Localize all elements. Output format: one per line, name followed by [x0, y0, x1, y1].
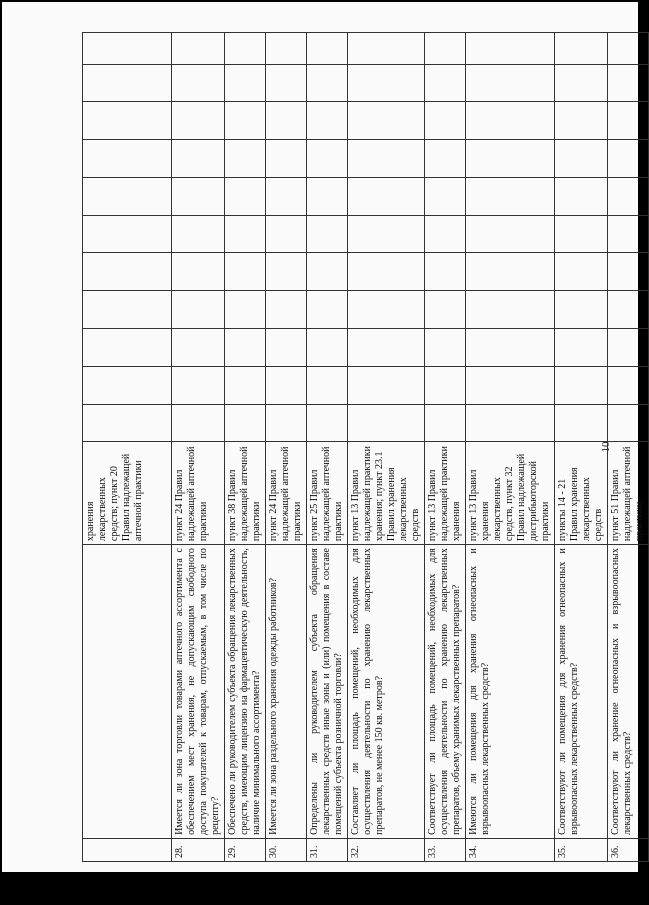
reference-cell: хранения лекарственных средств; пункт 20 Правил надлежащей аптечной практики — [83, 442, 172, 545]
answer-cell — [425, 102, 466, 140]
question-cell: Соответствуют ли помещения для хранения огнеопасных и взрывоопасных лекарственных средств? — [555, 545, 608, 839]
question-cell: Обеспечено ли руководителем субъекта обращения лекарственных средств, имеющим лицензию на фармацевтическую деятельность, наличие минимального ассортимента? — [225, 545, 266, 839]
answer-cell — [225, 291, 266, 329]
answer-cell — [83, 140, 172, 178]
answer-cell — [425, 328, 466, 366]
question-cell: Имеются ли помещения для хранения огнеопасных и взрывоопасных лекарственных средств? — [466, 545, 555, 839]
answer-cell — [608, 177, 649, 215]
answer-cell — [83, 215, 172, 253]
answer-cell — [466, 328, 555, 366]
answer-cell — [348, 33, 425, 65]
answer-cell — [608, 366, 649, 404]
answer-cell — [466, 177, 555, 215]
table-row — [172, 33, 225, 862]
answer-cell — [307, 140, 348, 178]
answer-cell — [466, 64, 555, 102]
row-number: 34. — [466, 838, 555, 861]
table-row — [307, 33, 348, 862]
row-number: 30. — [266, 838, 307, 861]
answer-cell — [608, 215, 649, 253]
answer-cell — [425, 64, 466, 102]
table-row — [425, 33, 466, 862]
answer-cell — [348, 253, 425, 291]
table-row — [348, 33, 425, 862]
document-page — [2, 2, 645, 872]
answer-cell — [307, 177, 348, 215]
answer-cell — [466, 140, 555, 178]
reference-cell: пункт 24 Правил надлежащей аптечной практики — [266, 442, 307, 545]
answer-cell — [466, 404, 555, 442]
row-number: 29. — [225, 838, 266, 861]
answer-cell — [307, 366, 348, 404]
answer-cell — [266, 366, 307, 404]
answer-cell — [555, 328, 608, 366]
answer-cell — [266, 404, 307, 442]
answer-cell — [307, 291, 348, 329]
answer-cell — [425, 33, 466, 65]
question-cell: Имеется ли зона торговли товарами аптечного ассортимента с обеспечением мест хранения, не допускающим свободного доступа покупателей к товарам, отпускаемым, в том числе по рецепту? — [172, 545, 225, 839]
reference-cell: пункты 14 - 21 Правил хранения лекарственных средств — [555, 442, 608, 545]
answer-cell — [425, 177, 466, 215]
answer-cell — [555, 140, 608, 178]
answer-cell — [555, 177, 608, 215]
answer-cell — [172, 404, 225, 442]
answer-cell — [425, 253, 466, 291]
answer-cell — [225, 64, 266, 102]
table-row — [608, 33, 649, 862]
answer-cell — [172, 140, 225, 178]
answer-cell — [83, 177, 172, 215]
row-number: 31. — [307, 838, 348, 861]
answer-cell — [266, 291, 307, 329]
answer-cell — [225, 177, 266, 215]
answer-cell — [466, 253, 555, 291]
answer-cell — [608, 33, 649, 65]
table-row — [225, 33, 266, 862]
answer-cell — [307, 404, 348, 442]
answer-cell — [83, 404, 172, 442]
table-row — [266, 33, 307, 862]
answer-cell — [83, 102, 172, 140]
answer-cell — [172, 33, 225, 65]
answer-cell — [172, 177, 225, 215]
answer-cell — [307, 33, 348, 65]
row-number: 33. — [425, 838, 466, 861]
answer-cell — [466, 291, 555, 329]
reference-cell: пункт 51 Правил надлежащей аптечной практики — [608, 442, 649, 545]
answer-cell — [608, 328, 649, 366]
answer-cell — [608, 291, 649, 329]
answer-cell — [225, 215, 266, 253]
answer-cell — [307, 64, 348, 102]
answer-cell — [348, 177, 425, 215]
answer-cell — [172, 102, 225, 140]
answer-cell — [225, 140, 266, 178]
reference-cell: пункт 38 Правил надлежащей аптечной практики — [225, 442, 266, 545]
answer-cell — [225, 102, 266, 140]
reference-cell: пункт 13 Правил хранения лекарственных средств, пункт 32 Правил надлежащей дистрибьюторской практики — [466, 442, 555, 545]
answer-cell — [266, 140, 307, 178]
answer-cell — [225, 404, 266, 442]
answer-cell — [83, 33, 172, 65]
answer-cell — [348, 140, 425, 178]
answer-cell — [225, 33, 266, 65]
question-cell: Определены ли руководителем субъекта обращения лекарственных средств иные зоны и (или) помещения в составе помещений субъекта розничной торговли? — [307, 545, 348, 839]
answer-cell — [348, 366, 425, 404]
answer-cell — [425, 291, 466, 329]
answer-cell — [555, 291, 608, 329]
reference-cell: пункт 25 Правил надлежащей аптечной практики — [307, 442, 348, 545]
question-cell — [83, 545, 172, 839]
answer-cell — [348, 328, 425, 366]
answer-cell — [466, 366, 555, 404]
answer-cell — [266, 102, 307, 140]
answer-cell — [83, 64, 172, 102]
answer-cell — [83, 253, 172, 291]
answer-cell — [172, 253, 225, 291]
question-cell: Имеется ли зона раздельного хранения одежды работников? — [266, 545, 307, 839]
checklist-body — [83, 33, 649, 862]
table-row — [466, 33, 555, 862]
page-number: 10 — [600, 441, 612, 453]
answer-cell — [225, 366, 266, 404]
question-cell: Составляет ли площадь помещений, необходимых для осуществления деятельности по хранению лекарственных препаратов, не менее 150 кв. метров? — [348, 545, 425, 839]
answer-cell — [225, 253, 266, 291]
answer-cell — [425, 366, 466, 404]
answer-cell — [83, 291, 172, 329]
question-cell: Соответствуют ли хранение огнеопасных и взрывоопасных лекарственных средств? — [608, 545, 649, 839]
answer-cell — [348, 215, 425, 253]
answer-cell — [348, 404, 425, 442]
answer-cell — [425, 215, 466, 253]
answer-cell — [555, 64, 608, 102]
answer-cell — [266, 328, 307, 366]
answer-cell — [172, 291, 225, 329]
table-row — [555, 33, 608, 862]
answer-cell — [307, 215, 348, 253]
answer-cell — [466, 33, 555, 65]
answer-cell — [608, 64, 649, 102]
row-number — [83, 838, 172, 861]
answer-cell — [608, 140, 649, 178]
answer-cell — [555, 253, 608, 291]
answer-cell — [83, 366, 172, 404]
answer-cell — [555, 404, 608, 442]
answer-cell — [608, 404, 649, 442]
row-number: 35. — [555, 838, 608, 861]
table-row — [83, 33, 172, 862]
answer-cell — [348, 102, 425, 140]
answer-cell — [172, 215, 225, 253]
answer-cell — [466, 102, 555, 140]
answer-cell — [348, 64, 425, 102]
answer-cell — [608, 102, 649, 140]
reference-cell: пункт 13 Правил надлежащей практики хранения — [425, 442, 466, 545]
answer-cell — [172, 366, 225, 404]
answer-cell — [466, 215, 555, 253]
answer-cell — [555, 102, 608, 140]
answer-cell — [225, 328, 266, 366]
answer-cell — [425, 404, 466, 442]
answer-cell — [266, 177, 307, 215]
row-number: 32. — [348, 838, 425, 861]
answer-cell — [307, 328, 348, 366]
answer-cell — [266, 253, 307, 291]
reference-cell: пункт 13 Правил надлежащей практики хранения; пункт 23.1 Правил хранения лекарственных средств — [348, 442, 425, 545]
answer-cell — [266, 64, 307, 102]
answer-cell — [266, 215, 307, 253]
checklist-table — [82, 32, 649, 862]
answer-cell — [172, 328, 225, 366]
answer-cell — [555, 33, 608, 65]
answer-cell — [348, 291, 425, 329]
answer-cell — [425, 140, 466, 178]
answer-cell — [307, 253, 348, 291]
row-number: 36. — [608, 838, 649, 861]
answer-cell — [555, 215, 608, 253]
answer-cell — [307, 102, 348, 140]
reference-cell: пункт 24 Правил надлежащей аптечной практики — [172, 442, 225, 545]
row-number: 28. — [172, 838, 225, 861]
answer-cell — [608, 253, 649, 291]
answer-cell — [266, 33, 307, 65]
answer-cell — [172, 64, 225, 102]
answer-cell — [555, 366, 608, 404]
question-cell: Соответствует ли площадь помещений, необходимых для осуществления деятельности по хранению лекарственных препаратов, объему хранимых лекарственных препаратов? — [425, 545, 466, 839]
answer-cell — [83, 328, 172, 366]
